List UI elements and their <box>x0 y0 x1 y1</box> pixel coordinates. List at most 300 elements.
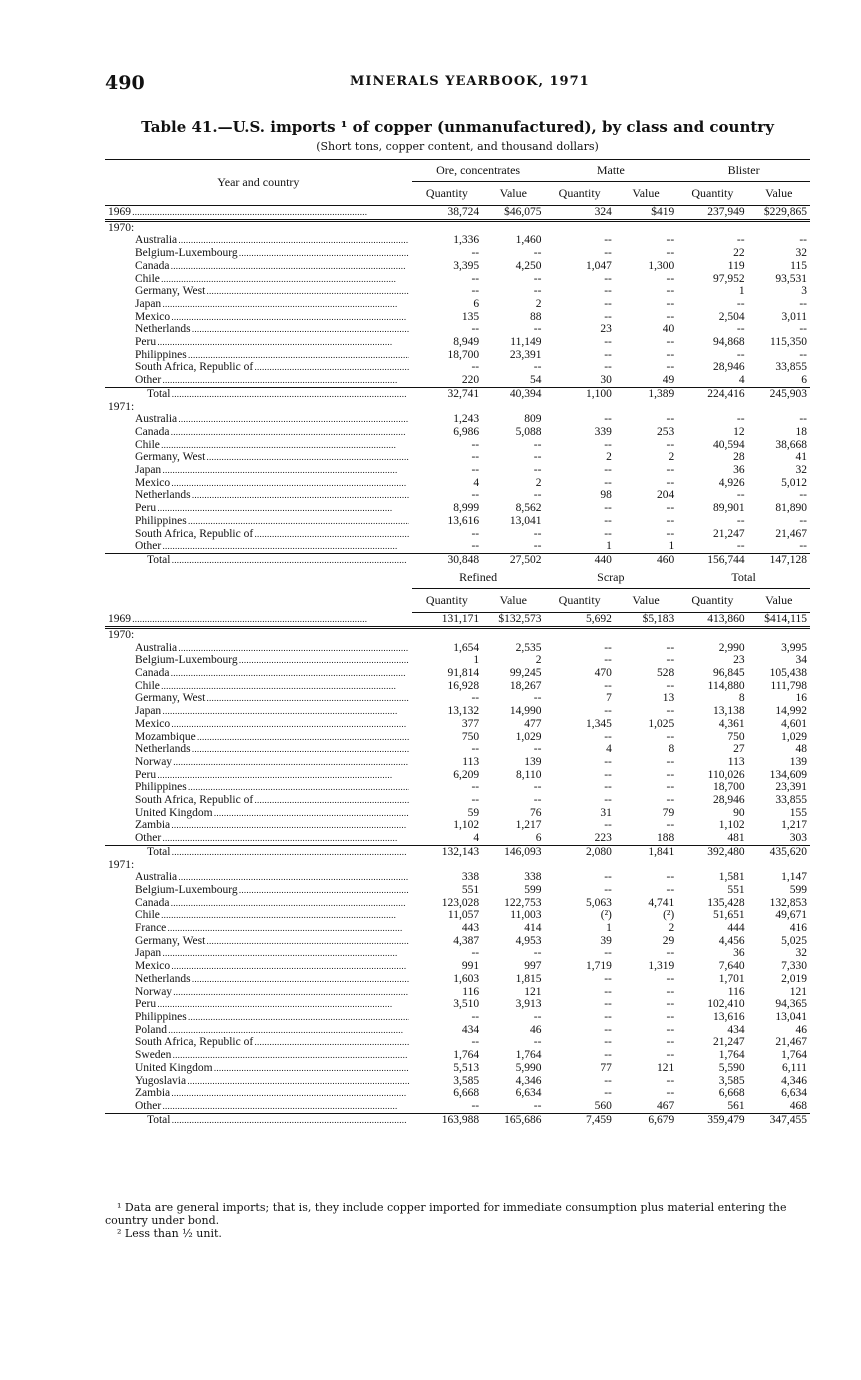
value-cell <box>615 401 677 414</box>
value-cell: $419 <box>615 206 677 221</box>
group-header-scrap: Scrap <box>544 567 677 589</box>
country-label: South Africa, Republic of . . . <box>105 794 412 807</box>
quantity-cell: 4 <box>738 374 745 387</box>
value-cell: 1,815 <box>515 972 542 985</box>
quantity-cell <box>544 401 614 414</box>
value-cell: -- <box>533 540 542 553</box>
value-cell: -- <box>666 310 675 323</box>
quantity-cell: 16,928 <box>447 679 480 692</box>
quantity-cell: 102,410 <box>707 998 745 1011</box>
value-cell: 139 <box>524 755 542 768</box>
quantity-cell: 131,171 <box>412 613 482 628</box>
quantity-cell: 30,848 <box>412 553 482 566</box>
value-cell: -- <box>666 871 675 884</box>
value-cell: -- <box>533 464 542 477</box>
quantity-cell: -- <box>604 654 612 667</box>
subheader-value: Value <box>615 589 677 613</box>
country-label: Netherlands . . . <box>105 973 412 986</box>
table-row <box>105 206 810 221</box>
quantity-cell: -- <box>604 705 612 718</box>
quantity-cell: 470 <box>594 667 612 679</box>
quantity-cell: -- <box>736 348 745 361</box>
quantity-cell: 36 <box>733 464 745 477</box>
quantity-cell: 4,456 <box>718 934 745 947</box>
value-cell: 105,438 <box>769 667 807 679</box>
quantity-cell: -- <box>604 514 612 527</box>
quantity-cell: 440 <box>544 553 614 566</box>
country-label: Netherlands . . . <box>105 743 412 756</box>
country-label: Other . . . <box>105 832 412 845</box>
quantity-cell: -- <box>471 1010 480 1023</box>
value-cell: -- <box>666 348 675 361</box>
value-cell: 48 <box>795 743 807 756</box>
value-cell: -- <box>799 540 807 553</box>
year-label: 1971: <box>108 858 135 871</box>
quantity-cell: -- <box>604 947 612 960</box>
country-label: Poland . . . <box>105 1024 412 1037</box>
quantity-cell: 13,132 <box>447 705 480 718</box>
table-row <box>105 1062 810 1075</box>
value-cell: 4,741 <box>648 896 675 909</box>
quantity-cell: 90 <box>733 806 745 819</box>
value-cell: 155 <box>789 806 807 819</box>
value-cell: 245,903 <box>748 387 810 400</box>
quantity-cell: 39 <box>600 934 612 947</box>
quantity-cell: 1,047 <box>585 259 612 272</box>
value-cell: -- <box>666 1023 675 1036</box>
table-row <box>105 935 810 948</box>
quantity-cell: -- <box>736 514 745 527</box>
quantity-cell: 2,990 <box>718 641 745 654</box>
quantity-cell: -- <box>471 794 480 807</box>
country-label: Sweden . . . <box>105 1049 412 1062</box>
quantity-cell: -- <box>471 285 480 298</box>
footnote-1: ¹ Data are general imports; that is, they include copper imported for immediate consumption plus material entering the country under bond. <box>105 1201 787 1227</box>
country-label: Belgium-Luxembourg . . . <box>105 247 412 260</box>
value-cell: -- <box>666 297 675 310</box>
table-row <box>105 794 810 807</box>
quantity-cell: -- <box>471 947 480 960</box>
subheader-quantity: Quantity <box>544 182 614 206</box>
page-number: 490 <box>105 72 145 94</box>
value-cell: -- <box>533 781 542 794</box>
quantity-cell: 91,814 <box>447 667 480 679</box>
value-cell: $5,183 <box>615 613 677 628</box>
quantity-cell: 750 <box>727 730 745 743</box>
quantity-cell: -- <box>471 527 480 540</box>
quantity-cell: -- <box>604 730 612 743</box>
value-cell: 94,365 <box>775 998 807 1011</box>
value-cell: 338 <box>524 871 542 884</box>
value-cell: 54 <box>529 374 542 387</box>
table-row <box>105 1024 810 1037</box>
country-label: Chile . . . <box>105 439 412 452</box>
quantity-cell: 3,395 <box>453 259 480 272</box>
value-cell: 6 <box>801 374 807 387</box>
group-header-matte: Matte <box>544 160 677 182</box>
quantity-cell: 1 <box>606 540 612 553</box>
quantity-cell: 59 <box>467 806 480 819</box>
group-header-ore: Ore, concentrates <box>412 160 545 182</box>
subheader-value: Value <box>482 589 544 613</box>
subheader-value: Value <box>482 182 544 206</box>
year-label: 1969 . . . <box>105 206 412 221</box>
value-cell: -- <box>666 361 675 374</box>
quantity-cell: -- <box>604 819 612 832</box>
quantity-cell: -- <box>604 871 612 884</box>
quantity-cell: 3,510 <box>453 998 480 1011</box>
quantity-cell <box>677 627 747 641</box>
quantity-cell: 7,459 <box>544 1113 614 1126</box>
table-row <box>105 298 810 311</box>
value-cell: -- <box>666 1036 675 1049</box>
quantity-cell: -- <box>604 464 612 477</box>
quantity-cell <box>544 220 614 234</box>
value-cell: 253 <box>656 425 675 438</box>
total-label: Total . . . <box>105 1113 412 1126</box>
value-cell: -- <box>799 323 807 336</box>
value-cell: -- <box>666 998 675 1011</box>
value-cell: 23,391 <box>775 781 807 794</box>
quantity-cell: 1,336 <box>453 234 480 247</box>
country-label: Netherlands . . . <box>105 323 412 336</box>
quantity-cell: 560 <box>594 1099 612 1112</box>
value-cell: 13,041 <box>775 1010 807 1023</box>
quantity-cell <box>677 859 747 872</box>
value-cell: 46 <box>795 1023 807 1036</box>
value-cell: 33,855 <box>775 794 807 807</box>
country-label: Japan . . . <box>105 947 412 960</box>
table-row <box>105 234 810 247</box>
quantity-cell: 32,741 <box>412 387 482 400</box>
quantity-cell: -- <box>471 438 480 451</box>
table-row <box>105 464 810 477</box>
quantity-cell: -- <box>736 413 745 426</box>
value-cell: 13 <box>662 692 675 705</box>
value-cell: 21,467 <box>775 1036 807 1049</box>
quantity-cell: -- <box>471 1099 480 1112</box>
quantity-cell: 413,860 <box>677 613 747 628</box>
subheader-quantity: Quantity <box>544 589 614 613</box>
part1-body <box>105 206 810 567</box>
quantity-cell: 4,361 <box>718 717 745 730</box>
quantity-cell: 28,946 <box>712 361 745 374</box>
quantity-cell: 4 <box>473 476 480 489</box>
quantity-cell: -- <box>736 489 745 502</box>
country-label: Japan . . . <box>105 464 412 477</box>
country-label: Canada . . . <box>105 260 412 273</box>
quantity-cell: 4,926 <box>718 476 745 489</box>
country-label: Yugoslavia . . . <box>105 1075 412 1088</box>
value-cell: 88 <box>529 310 542 323</box>
quantity-cell: 77 <box>600 1061 612 1074</box>
quantity-cell: -- <box>604 247 612 260</box>
quantity-cell: -- <box>604 1010 612 1023</box>
quantity-cell: -- <box>604 768 612 781</box>
value-cell: 165,686 <box>482 1113 544 1126</box>
value-cell: 809 <box>524 413 542 426</box>
table-row <box>105 769 810 782</box>
value-cell <box>748 401 810 414</box>
quantity-cell: -- <box>471 743 480 756</box>
country-label: Germany, West . . . <box>105 285 412 298</box>
value-cell: -- <box>533 451 542 464</box>
value-cell <box>748 220 810 234</box>
table-row <box>105 1036 810 1049</box>
value-cell: 5,088 <box>515 425 542 438</box>
table-row <box>105 897 810 910</box>
value-cell: 1,029 <box>515 730 542 743</box>
value-cell: -- <box>533 527 542 540</box>
quantity-cell: 377 <box>461 717 480 730</box>
value-cell: -- <box>666 1074 675 1087</box>
quantity-cell: 113 <box>462 755 480 768</box>
quantity-cell: 237,949 <box>677 206 747 221</box>
quantity-cell <box>677 220 747 234</box>
value-cell: 188 <box>656 832 675 845</box>
quantity-cell: -- <box>604 1023 612 1036</box>
value-cell: 6,111 <box>781 1061 807 1074</box>
quantity-cell: 4 <box>606 743 612 756</box>
part1-group-header-row <box>105 160 810 182</box>
table-row <box>105 426 810 439</box>
value-cell: 1,460 <box>515 234 542 247</box>
quantity-cell: 116 <box>462 985 480 998</box>
table-row <box>105 819 810 832</box>
country-label: Mexico . . . <box>105 477 412 490</box>
quantity-cell: 22 <box>733 247 745 260</box>
quantity-cell: 97,952 <box>712 272 745 285</box>
value-cell: 8 <box>668 743 675 756</box>
table-row <box>105 387 810 400</box>
quantity-cell: 156,744 <box>677 553 747 566</box>
value-cell <box>615 220 677 234</box>
quantity-cell: 89,901 <box>712 502 745 515</box>
stub-header: Year and country <box>105 160 412 206</box>
table-row <box>105 667 810 680</box>
country-label: Mexico . . . <box>105 718 412 731</box>
quantity-cell: 223 <box>594 832 612 845</box>
country-label: Germany, West . . . <box>105 935 412 948</box>
country-label: Norway . . . <box>105 986 412 999</box>
quantity-cell: -- <box>471 464 480 477</box>
value-cell: -- <box>799 489 807 502</box>
value-cell: 467 <box>656 1099 675 1112</box>
value-cell: -- <box>666 768 675 781</box>
quantity-cell: 13,616 <box>712 1010 745 1023</box>
table-row <box>105 947 810 960</box>
quantity-cell: -- <box>604 883 612 896</box>
quantity-cell: 135,428 <box>707 896 745 909</box>
quantity-cell: -- <box>604 781 612 794</box>
quantity-cell: 1 <box>738 285 745 298</box>
value-cell: 79 <box>662 806 675 819</box>
value-cell: 18,267 <box>509 679 542 692</box>
country-label: Chile . . . <box>105 680 412 693</box>
quantity-cell: 12 <box>733 425 745 438</box>
table-row <box>105 1100 810 1113</box>
quantity-cell: 2,504 <box>718 310 745 323</box>
quantity-cell: 36 <box>733 947 745 960</box>
quantity-cell: -- <box>604 476 612 489</box>
value-cell: -- <box>533 794 542 807</box>
value-cell <box>615 859 677 872</box>
value-cell: 29 <box>662 934 675 947</box>
quantity-cell: -- <box>604 1087 612 1100</box>
table-row <box>105 477 810 490</box>
quantity-cell: 4,387 <box>453 934 480 947</box>
value-cell: 2,019 <box>781 972 807 985</box>
value-cell: 303 <box>789 832 807 845</box>
quantity-cell: -- <box>604 527 612 540</box>
value-cell: -- <box>533 323 542 336</box>
part2-body <box>105 613 810 1127</box>
country-label: United Kingdom . . . <box>105 807 412 820</box>
value-cell: -- <box>666 1087 675 1100</box>
table-row <box>105 859 810 872</box>
quantity-cell: -- <box>471 451 480 464</box>
subheader-quantity: Quantity <box>677 589 747 613</box>
quantity-cell: (²) <box>600 909 612 922</box>
copper-imports-table <box>105 159 810 1126</box>
table-row <box>105 336 810 349</box>
quantity-cell: -- <box>604 438 612 451</box>
quantity-cell: 113 <box>727 755 745 768</box>
table-row <box>105 349 810 362</box>
table-row <box>105 260 810 273</box>
value-cell: 115 <box>790 259 807 272</box>
quantity-cell: 8,949 <box>453 336 480 349</box>
value-cell: 1,217 <box>515 819 542 832</box>
quantity-cell <box>412 859 482 872</box>
country-label: Chile . . . <box>105 273 412 286</box>
value-cell: 32 <box>795 947 807 960</box>
value-cell: 139 <box>789 755 807 768</box>
country-label: South Africa, Republic of . . . <box>105 1036 412 1049</box>
table-row <box>105 718 810 731</box>
value-cell: 1,029 <box>781 730 807 743</box>
value-cell: -- <box>533 947 542 960</box>
value-cell: -- <box>666 654 675 667</box>
value-cell: 16 <box>795 692 807 705</box>
table-row <box>105 731 810 744</box>
quantity-cell: 5,063 <box>585 896 612 909</box>
value-cell: 1,147 <box>781 871 807 884</box>
country-label: Australia . . . <box>105 642 412 655</box>
value-cell: 8,110 <box>516 768 542 781</box>
quantity-cell: 359,479 <box>677 1113 747 1126</box>
value-cell: 347,455 <box>748 1113 810 1126</box>
value-cell: 11,003 <box>510 909 542 922</box>
quantity-cell: 443 <box>461 922 480 935</box>
quantity-cell: 28,946 <box>712 794 745 807</box>
quantity-cell: 5,692 <box>544 613 614 628</box>
country-label: Belgium-Luxembourg . . . <box>105 884 412 897</box>
value-cell: 1,025 <box>648 717 675 730</box>
value-cell: 99,245 <box>509 667 542 679</box>
running-head: MINERALS YEARBOOK, 1971 <box>350 74 590 89</box>
value-cell: -- <box>666 234 675 247</box>
quantity-cell: 7,640 <box>718 960 745 973</box>
quantity-cell: -- <box>471 489 480 502</box>
table-row <box>105 884 810 897</box>
table-row <box>105 832 810 845</box>
value-cell: 33,855 <box>775 361 807 374</box>
quantity-cell: 324 <box>544 206 614 221</box>
country-label: Mozambique . . . <box>105 731 412 744</box>
table-row <box>105 553 810 566</box>
quantity-cell: 1,345 <box>585 717 612 730</box>
value-cell: -- <box>533 285 542 298</box>
subheader-quantity: Quantity <box>677 182 747 206</box>
quantity-cell: -- <box>471 540 480 553</box>
country-label: United Kingdom . . . <box>105 1062 412 1075</box>
quantity-cell: -- <box>604 679 612 692</box>
value-cell: 23,391 <box>509 348 542 361</box>
quantity-cell: 18,700 <box>447 348 480 361</box>
table-row <box>105 540 810 553</box>
value-cell: -- <box>666 527 675 540</box>
table-row <box>105 909 810 922</box>
quantity-cell: -- <box>471 247 480 260</box>
value-cell: 14,990 <box>509 705 542 718</box>
group-header-blister: Blister <box>677 160 810 182</box>
value-cell: -- <box>533 1099 542 1112</box>
quantity-cell: -- <box>604 310 612 323</box>
group-header-total: Total <box>677 567 810 589</box>
value-cell: -- <box>666 972 675 985</box>
quantity-cell <box>544 859 614 872</box>
quantity-cell: 1,243 <box>453 413 480 426</box>
value-cell: 4,953 <box>515 934 542 947</box>
value-cell: 121 <box>656 1061 675 1074</box>
value-cell: -- <box>666 781 675 794</box>
country-label: Australia . . . <box>105 871 412 884</box>
quantity-cell: 338 <box>461 871 480 884</box>
quantity-cell: 5,590 <box>718 1061 745 1074</box>
value-cell: -- <box>799 234 807 247</box>
value-cell: -- <box>533 743 542 756</box>
quantity-cell: 98 <box>600 489 612 502</box>
country-label: Canada . . . <box>105 426 412 439</box>
year-label: 1970: <box>108 628 135 641</box>
value-cell: 49 <box>662 374 675 387</box>
value-cell: 76 <box>529 806 542 819</box>
imports-table-container <box>105 159 810 1126</box>
value-cell: 5,990 <box>515 1061 542 1074</box>
country-label: Mexico . . . <box>105 311 412 324</box>
quantity-cell: 1 <box>473 654 480 667</box>
value-cell <box>482 401 544 414</box>
quantity-cell: -- <box>471 1036 480 1049</box>
quantity-cell: -- <box>604 297 612 310</box>
quantity-cell: 96,845 <box>712 667 745 679</box>
table-row <box>105 374 810 387</box>
quantity-cell: 6,209 <box>453 768 480 781</box>
value-cell: 1,217 <box>781 819 807 832</box>
year-label: 1971: <box>108 400 135 413</box>
quantity-cell: 8,999 <box>453 502 480 515</box>
value-cell <box>748 627 810 641</box>
quantity-cell <box>412 220 482 234</box>
quantity-cell: -- <box>604 336 612 349</box>
table-row <box>105 528 810 541</box>
quantity-cell: 21,247 <box>712 527 745 540</box>
country-label: Philippines . . . <box>105 515 412 528</box>
table-row <box>105 613 810 628</box>
country-label: Japan . . . <box>105 298 412 311</box>
value-cell: -- <box>533 438 542 451</box>
